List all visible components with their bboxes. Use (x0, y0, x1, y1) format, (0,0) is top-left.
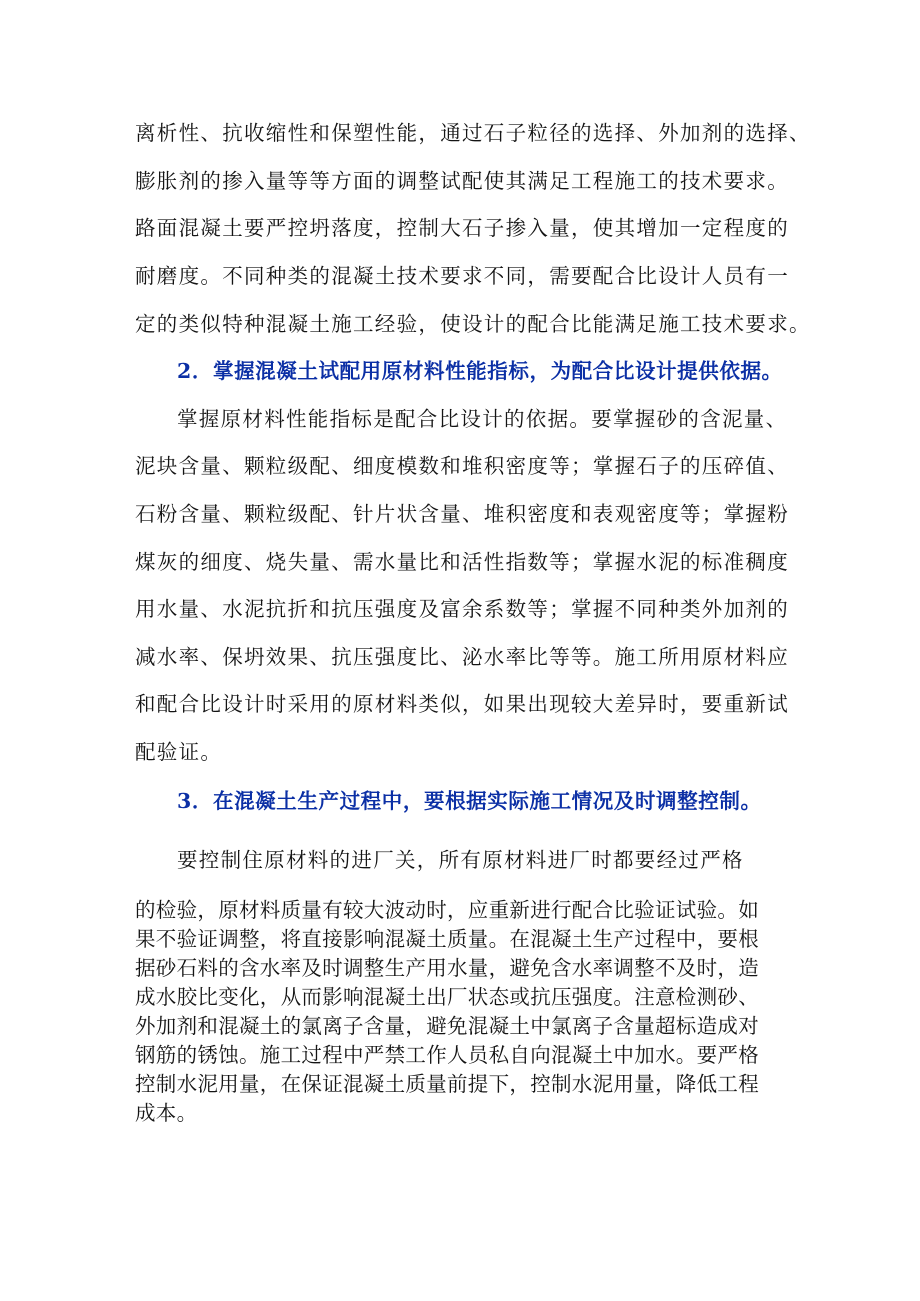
text-line: 路面混凝土要严控坍落度，控制大石子掺入量，使其增加一定程度的 (135, 216, 789, 240)
text-line: 膨胀剂的掺入量等等方面的调整试配使其满足工程施工的技术要求。 (135, 169, 789, 193)
text-line: 和配合比设计时采用的原材料类似，如果出现较大差异时，要重新试 (135, 692, 789, 716)
text-line: 减水率、保坍效果、抗压强度比、泌水率比等等。施工所用原材料应 (135, 645, 789, 669)
text-line: 成水胶比变化，从而影响混凝土出厂状态或抗压强度。注意检测砂、 (135, 985, 759, 1009)
text-line: 离析性、抗收缩性和保塑性能，通过石子粒径的选择、外加剂的选择、 (135, 121, 811, 145)
text-line: 用水量、水泥抗折和抗压强度及富余系数等；掌握不同种类外加剂的 (135, 597, 789, 621)
text-line: 的检验，原材料质量有较大波动时，应重新进行配合比验证试验。如 (135, 898, 759, 922)
text-line: 配验证。 (135, 740, 223, 764)
section-heading-2: 2．掌握混凝土试配用原材料性能指标，为配合比设计提供依据。 (177, 359, 783, 383)
text-line: 耐磨度。不同种类的混凝土技术要求不同，需要配合比设计人员有一 (135, 264, 789, 288)
text-line: 果不验证调整，将直接影响混凝土质量。在混凝土生产过程中，要根 (135, 927, 759, 951)
text-line: 要控制住原材料的进厂关，所有原材料进厂时都要经过严格 (177, 848, 744, 872)
text-line: 掌握原材料性能指标是配合比设计的依据。要掌握砂的含泥量、 (177, 407, 788, 431)
text-line: 煤灰的细度、烧失量、需水量比和活性指数等；掌握水泥的标准稠度 (135, 550, 789, 574)
text-line: 石粉含量、颗粒级配、针片状含量、堆积密度和表观密度等；掌握粉 (135, 502, 789, 526)
text-line: 定的类似特种混凝土施工经验，使设计的配合比能满足施工技术要求。 (135, 312, 811, 336)
section-heading-3: 3．在混凝土生产过程中，要根据实际施工情况及时调整控制。 (177, 789, 762, 813)
text-line: 外加剂和混凝土的氯离子含量，避免混凝土中氯离子含量超标造成对 (135, 1014, 759, 1038)
text-line: 据砂石料的含水率及时调整生产用水量，避免含水率调整不及时，造 (135, 956, 759, 980)
text-line: 泥块含量、颗粒级配、细度模数和堆积密度等；掌握石子的压碎值、 (135, 454, 789, 478)
text-line: 成本。 (135, 1101, 198, 1125)
text-line: 控制水泥用量，在保证混凝土质量前提下，控制水泥用量，降低工程 (135, 1072, 759, 1096)
text-line: 钢筋的锈蚀。施工过程中严禁工作人员私自向混凝土中加水。要严格 (135, 1043, 759, 1067)
